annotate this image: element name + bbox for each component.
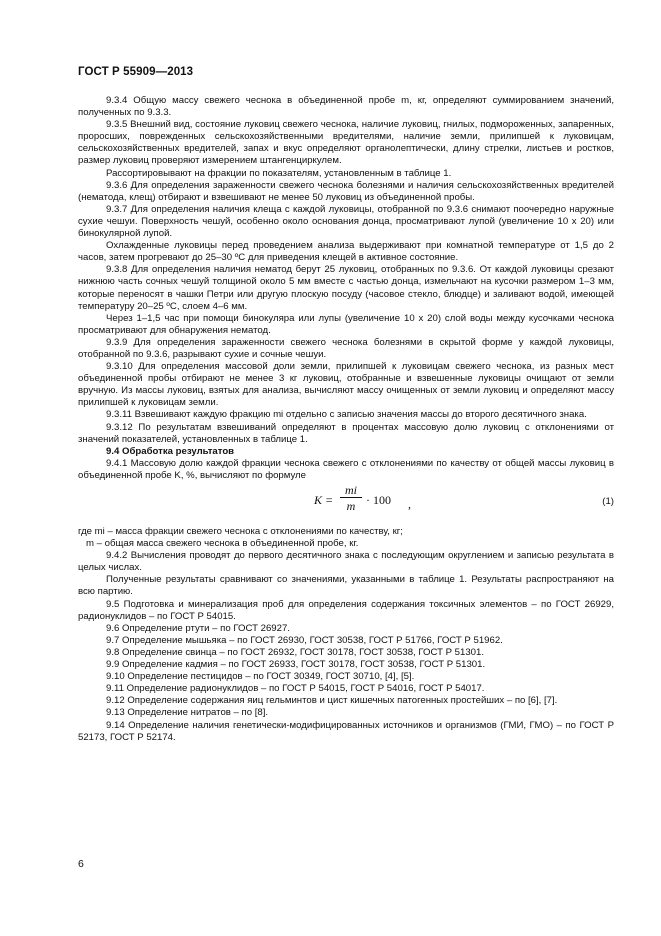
paragraph-9-3-6: 9.3.6 Для определения зараженности свежего чеснока болезнями и наличия сельскохозяйственных вредителей (нематода, клещ) отбирают и взвешивают не менее 50 луковиц из объединенной пробы. <box>78 179 614 203</box>
formula-denominator: m <box>346 499 356 514</box>
paragraph-9-3-11: 9.3.11 Взвешивают каждую фракцию mi отдельно с записью значения массы до второго десятичного знака. <box>106 409 587 421</box>
formula-comma: , <box>408 497 411 511</box>
formula-lhs: K = <box>314 493 334 507</box>
formula-numerator: mi <box>340 484 362 498</box>
paragraph-9-3-7: 9.3.7 Для определения наличия клеща с каждой луковицы, отобранной по 9.3.6 снимают поочередно наружные сухие чешуи. Поверхность чешуй, особенно около основания донца, просматривают лупой (увеличение 10 х 20) или бинокулярной лупой. <box>78 203 614 240</box>
paragraph-9-4-1: 9.4.1 Массовую долю каждой фракции чеснока свежего с отклонениями по качеству от общей массы луковиц в объединенной пробе K, %, вычисляют по формуле <box>78 457 614 481</box>
section-heading-9-4: 9.4 Обработка результатов <box>106 445 235 457</box>
formula-fraction <box>340 484 362 512</box>
paragraph-cooled-bulbs: Охлажденные луковицы перед проведением анализа выдерживают при комнатной температуре от 1,5 до 2 часов, затем прогревают до 25–30 ºС для приведения клещей в активное состояние. <box>78 240 614 264</box>
where-mi: где mi – масса фракции свежего чеснока с отклонениями по качеству, кг; <box>78 526 403 537</box>
paragraph-9-4-2: 9.4.2 Вычисления проводят до первого десятичного знака с последующим округлением и записью результата в целых числах. <box>78 550 614 574</box>
paragraph-9-10: 9.10 Определение пестицидов – по ГОСТ 30349, ГОСТ 30710, [4], [5]. <box>106 671 415 683</box>
paragraph-nematodes-view: Через 1–1,5 час при помощи бинокуляра или лупы (увеличение 10 х 20) слой воды между кусочками чеснока просматривают для обнаружения нематод. <box>78 312 614 336</box>
paragraph-9-3-8: 9.3.8 Для определения наличия нематод берут 25 луковиц, отобранных по 9.3.6. От каждой луковицы срезают нижнюю часть сочных чешуй толщиной около 5 мм вместе с частью донца, измельчают на кусочки размером 1–3 мм, которые переносят в чашки Петри или другую плоскую посуду (часовое стекло, блюдце) и заливают водой, имеющей температуру 20–25 ºС, слоем 4–6 мм. <box>78 264 614 312</box>
page-number: 6 <box>78 858 84 870</box>
paragraph-9-12: 9.12 Определение содержания яиц гельминтов и цист кишечных патогенных простейших – по [6], [7]. <box>106 695 558 707</box>
formula-multiplier: · 100 <box>366 493 391 507</box>
paragraph-9-13: 9.13 Определение нитратов – по [8]. <box>106 707 269 719</box>
paragraph-9-3-5: 9.3.5 Внешний вид, состояние луковиц свежего чеснока, наличие луковиц, гнилых, подмороженных, запаренных, проросших, поврежденных сельскохозяйственными вредителями, наличие земли, прилипшей к луковицам, сельскохозяйственных вредителей, запах и вкус определяют органолептически, длину стрелки, листьев и ростков, размер луковиц проверяют измерением штангенциркулем. <box>78 119 614 167</box>
paragraph-9-3-4: 9.3.4 Общую массу свежего чеснока в объединенной пробе m, кг, определяют суммированием значений, полученных по 9.3.3. <box>78 95 614 119</box>
paragraph-9-14: 9.14 Определение наличия генетически-модифицированных источников и организмов (ГМИ, ГМО) – по ГОСТ Р 52173, ГОСТ Р 52174. <box>78 719 614 743</box>
paragraph-9-3-12: 9.3.12 По результатам взвешиваний определяют в процентах массовую долю луковиц с отклонениями от значений показателей, установленных в таблице 1. <box>78 421 614 445</box>
document-body <box>78 95 614 744</box>
formula-1 <box>78 484 614 524</box>
formula-number: (1) <box>602 496 614 507</box>
paragraph-9-3-10: 9.3.10 Для определения массовой доли земли, прилипшей к луковицам свежего чеснока, из разных мест объединенной пробы отбирают не менее 3 кг луковиц, отобранные и взвешенные луковицы очищают от земли вручную. Из массы луковиц, взятых для анализа, вычисляют массу очищенных от земли луковиц и определяют массу прилипшей к луковицам земли. <box>78 361 614 409</box>
paragraph-results: Полученные результаты сравнивают со значениями, указанными в таблице 1. Результаты распространяют на всю партию. <box>78 574 614 598</box>
paragraph-9-9: 9.9 Определение кадмия – по ГОСТ 26933, ГОСТ 30178, ГОСТ 30538, ГОСТ Р 51301. <box>106 659 486 671</box>
paragraph-9-7: 9.7 Определение мышьяка – по ГОСТ 26930, ГОСТ 30538, ГОСТ Р 51766, ГОСТ Р 51962. <box>106 634 503 646</box>
document-header: ГОСТ Р 55909—2013 <box>78 66 194 78</box>
paragraph-9-11: 9.11 Определение радионуклидов – по ГОСТ Р 54015, ГОСТ Р 54016, ГОСТ Р 54017. <box>106 683 485 695</box>
paragraph-9-8: 9.8 Определение свинца – по ГОСТ 26932, ГОСТ 30178, ГОСТ 30538, ГОСТ Р 51301. <box>106 646 485 658</box>
paragraph-9-5: 9.5 Подготовка и минерализация проб для определения содержания токсичных элементов – по ГОСТ 26929, радионуклидов – по ГОСТ Р 54015. <box>78 598 614 622</box>
paragraph-9-3-9: 9.3.9 Для определения зараженности свежего чеснока болезнями в скрытой форме у каждой луковицы, отобранной по 9.3.6, разрывают сухие и сочные чешуи. <box>78 336 614 360</box>
where-m: m – общая масса свежего чеснока в объединенной пробе, кг. <box>86 538 359 550</box>
paragraph-sorting: Рассортировывают на фракции по показателям, установленным в таблице 1. <box>106 167 452 179</box>
paragraph-9-6: 9.6 Определение ртути – по ГОСТ 26927. <box>106 622 290 634</box>
